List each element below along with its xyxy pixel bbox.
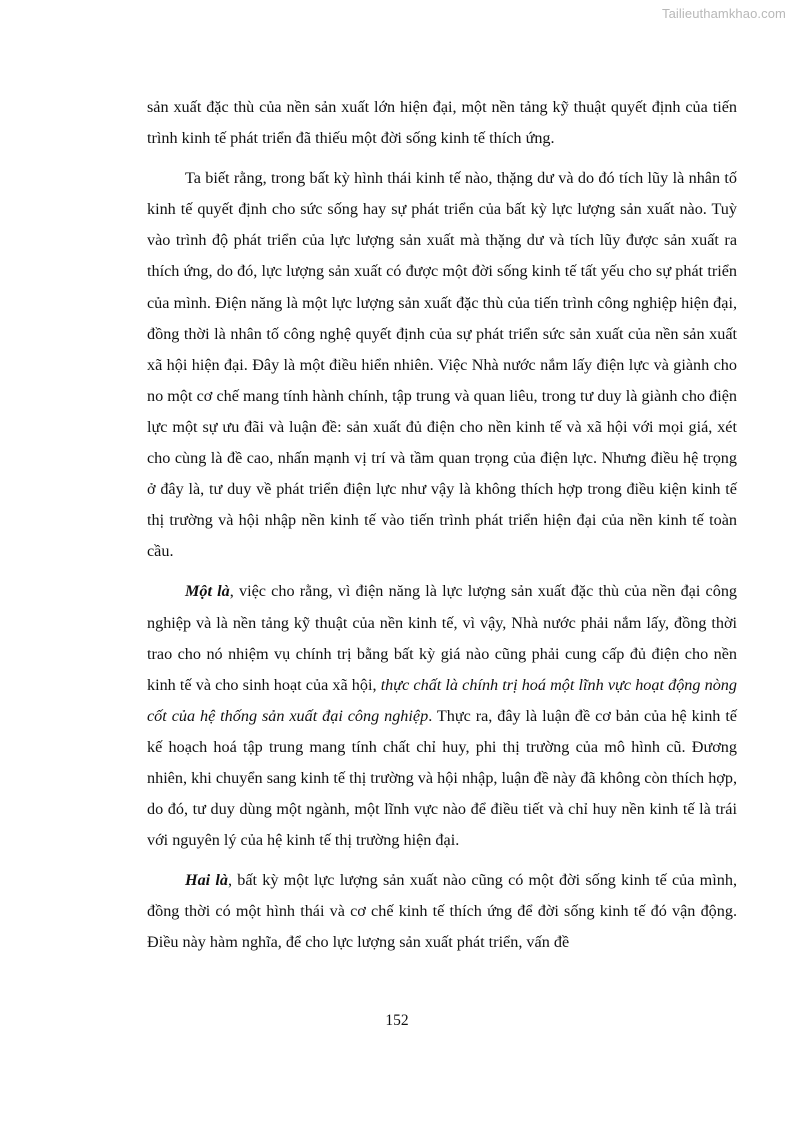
point-one-text-b: . Thực ra, đây là luận đề cơ bản của hệ kinh tế kế hoạch hoá tập trung mang tính chất chỉ huy, phi thị trường của mô hình cũ. Đương nhiên, khi chuyển sang kinh tế thị trường và hội nhập, luận đề này đã không còn thích hợp, do đó, tư duy dùng một ngành, một lĩnh vực nào để điều tiết và chỉ huy nền kinh tế là trái với nguyên lý của hệ kinh tế thị trường hiện đại. (147, 706, 737, 850)
paragraph-point-two (147, 865, 737, 958)
watermark: Tailieuthamkhao.com (661, 6, 786, 21)
page-number: 152 (385, 1012, 409, 1029)
paragraph-point-one (147, 576, 737, 856)
point-one-text-a: , việc cho rằng, vì điện năng là lực lượng sản xuất đặc thù của nền đại công nghiệp và là nền tảng kỹ thuật của nền kinh tế, vì vậy, Nhà nước phải nắm lấy, đồng thời trao cho nó nhiệm vụ chính trị bằng bất kỳ giá nào cũng phải cung cấp đủ điện cho nền kinh tế và cho sinh hoạt của xã hội, (147, 582, 738, 694)
point-one-lead: Một là (185, 582, 230, 601)
point-one-emphasis: thực chất là chính trị hoá một lĩnh vực hoạt động nòng cốt của hệ thống sản xuất đại công nghiệp (147, 675, 737, 725)
point-two-text: , bất kỳ một lực lượng sản xuất nào cũng có một đời sống kinh tế của mình, đồng thời có một hình thái và cơ chế kinh tế thích ứng để đời sống kinh tế đó vận động. Điều này hàm nghĩa, để cho lực lượng sản xuất phát triển, vấn đề (147, 871, 737, 952)
paragraph-continuation: sản xuất đặc thù của nền sản xuất lớn hiện đại, một nền tảng kỹ thuật quyết định của tiến trình kinh tế phát triển đã thiếu một đời sống kinh tế thích ứng. (147, 98, 737, 148)
point-two-lead: Hai là (185, 871, 228, 890)
body-text (147, 92, 737, 968)
paragraph-intro: Ta biết rằng, trong bất kỳ hình thái kinh tế nào, thặng dư và do đó tích lũy là nhân tố kinh tế quyết định cho sức sống hay sự phát triển của bất kỳ lực lượng sản xuất nào. Tuỳ vào trình độ phát triển của lực lượng sản xuất mà thặng dư và tích lũy được sản xuất ra thích ứng, do đó, lực lượng sản xuất có được một đời sống kinh tế tất yếu cho sự phát triển của mình. Điện năng là một lực lượng sản xuất đặc thù của tiến trình công nghiệp hiện đại, đồng thời là nhân tố công nghệ quyết định của sự phát triển sức sản xuất của nền sản xuất xã hội hiện đại. Đây là một điều hiển nhiên. Việc Nhà nước nắm lấy điện lực và giành cho no một cơ chế mang tính hành chính, tập trung và quan liêu, trong tư duy là giành cho điện lực một sự ưu đãi và luận đề: sản xuất đủ điện cho nền kinh tế và xã hội với mọi giá, xét cho cùng là đề cao, nhấn mạnh vị trí và tầm quan trọng của điện lực. Nhưng điều hệ trọng ở đây là, tư duy về phát triển điện lực như vậy là không thích hợp trong điều kiện kinh tế thị trường và hội nhập nền kinh tế vào tiến trình phát triển hiện đại của nền kinh tế toàn cầu. (147, 169, 737, 561)
